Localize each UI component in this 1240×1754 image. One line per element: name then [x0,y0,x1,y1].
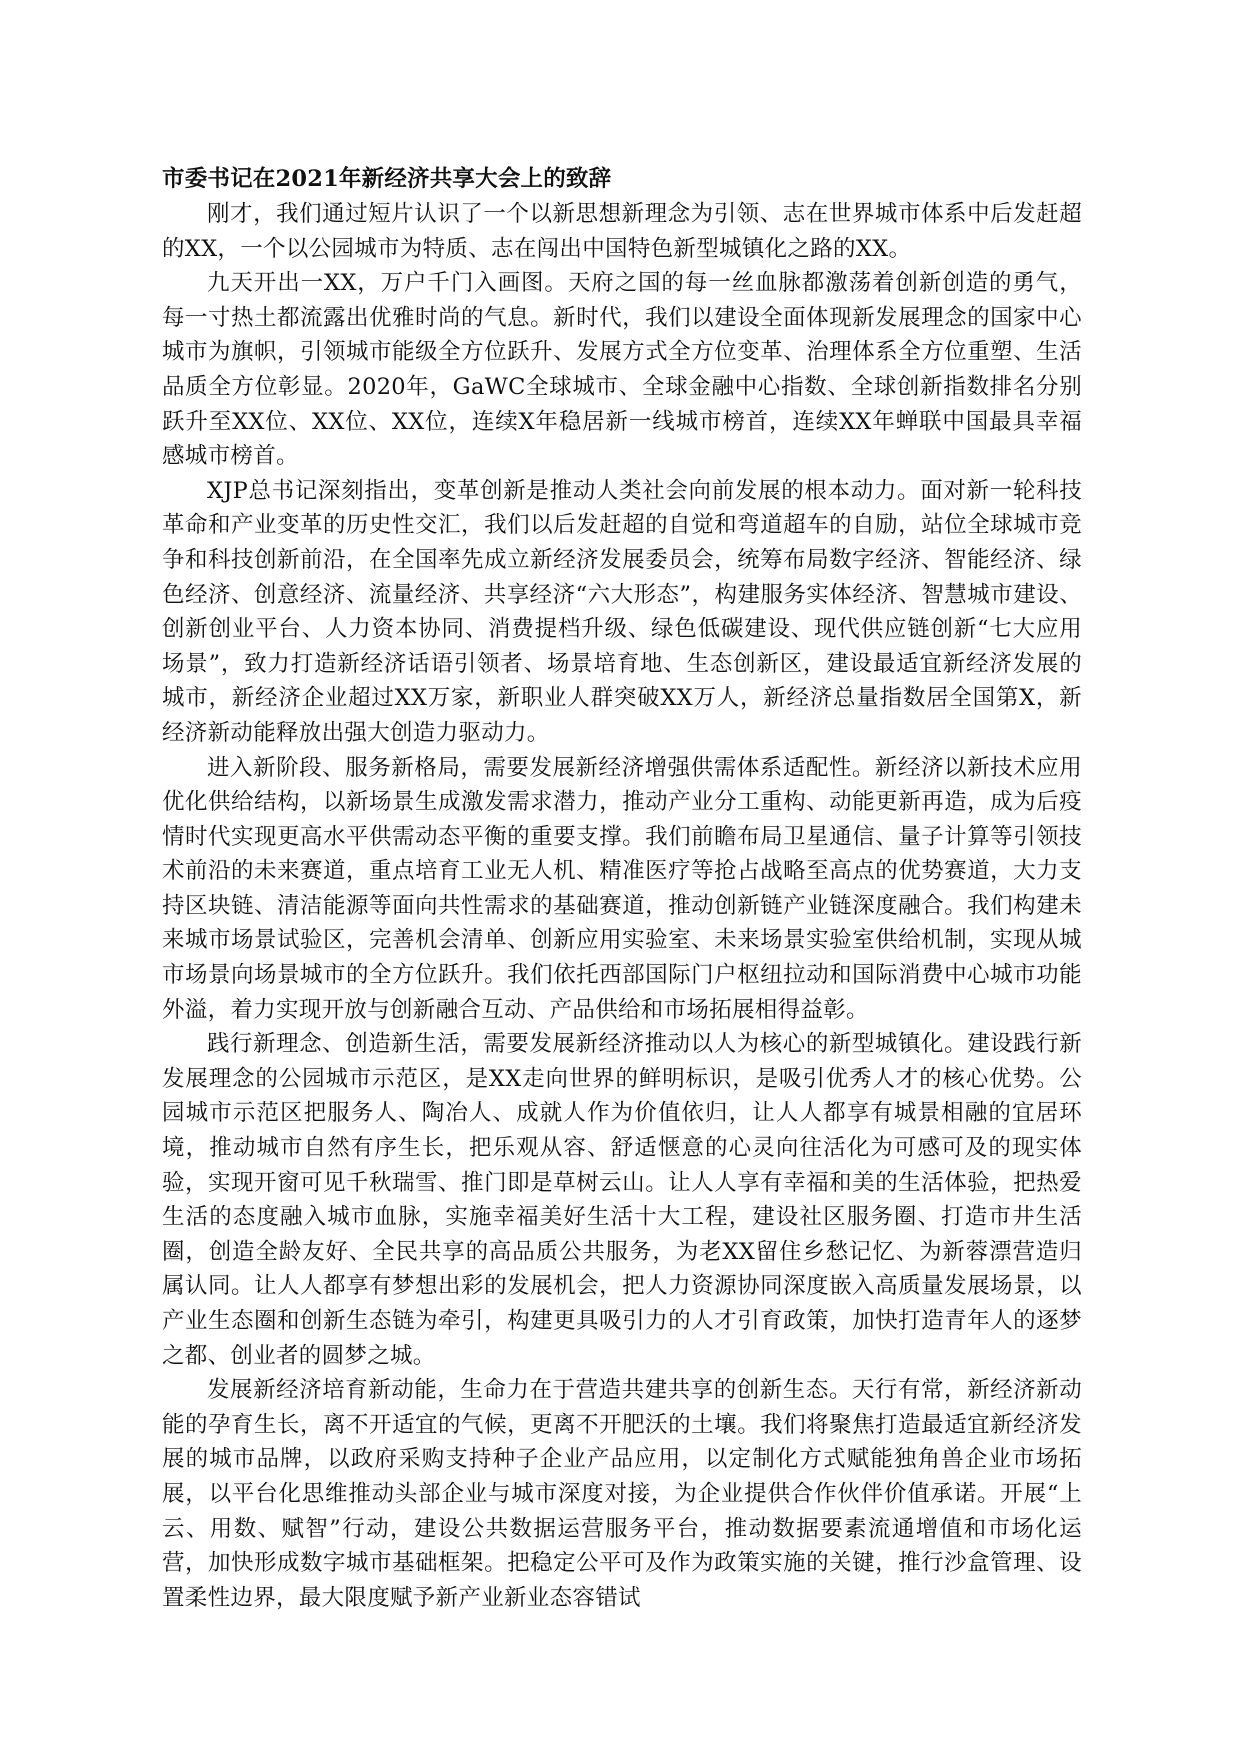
paragraph-3: XJP总书记深刻指出，变革创新是推动人类社会向前发展的根本动力。面对新一轮科技革命和产业变革的历史性交汇，我们以后发赶超的自觉和弯道超车的自励，站位全球城市竞争和科技创新前沿，在全国率先成立新经济发展委员会，统筹布局数字经济、智能经济、绿色经济、创意经济、流量经济、共享经济“六大形态”，构建服务实体经济、智慧城市建设、创新创业平台、人力资本协同、消费提档升级、绿色低碳建设、现代供应链创新“七大应用场景”，致力打造新经济话语引领者、场景培育地、生态创新区，建设最适宜新经济发展的城市，新经济企业超过XX万家，新职业人群突破XX万人，新经济总量指数居全国第X，新经济新动能释放出强大创造力驱动力。 [162,477,1082,746]
paragraph-2: 九天开出一XX，万户千门入画图。天府之国的每一丝血脉都激荡着创新创造的勇气，每一寸热土都流露出优雅时尚的气息。新时代，我们以建设全面体现新发展理念的国家中心城市为旗帜，引领城市能级全方位跃升、发展方式全方位变革、治理体系全方位重塑、生活品质全方位彰显。2020年，GaWC全球城市、全球金融中心指数、全球创新指数排名分别跃升至XX位、XX位、XX位，连续X年稳居新一线城市榜首，连续XX年蝉联中国最具幸福感城市榜首。 [162,270,1082,470]
paragraph-4: 进入新阶段、服务新格局，需要发展新经济增强供需体系适配性。新经济以新技术应用优化供给结构，以新场景生成激发需求潜力，推动产业分工重构、动能更新再造，成为后疫情时代实现更高水平供需动态平衡的重要支撑。我们前瞻布局卫星通信、量子计算等引领技术前沿的未来赛道，重点培育工业无人机、精准医疗等抢占战略至高点的优势赛道，大力支持区块链、清洁能源等面向共性需求的基础赛道，推动创新链产业链深度融合。我们构建未来城市场景试验区，完善机会清单、创新应用实验室、未来场景实验室供给机制，实现从城市场景向场景城市的全方位跃升。我们依托西部国际门户枢纽拉动和国际消费中心城市功能外溢，着力实现开放与创新融合互动、产品供给和市场拓展相得益彰。 [162,754,1082,1023]
document-page [162,162,1082,1615]
paragraph-1: 刚才，我们通过短片认识了一个以新思想新理念为引领、志在世界城市体系中后发赶超的XX，一个以公园城市为特质、志在闯出中国特色新型城镇化之路的XX。 [162,201,1082,262]
paragraph-6: 发展新经济培育新动能，生命力在于营造共建共享的创新生态。天行有常，新经济新动能的孕育生长，离不开适宜的气候，更离不开肥沃的土壤。我们将聚焦打造最适宜新经济发展的城市品牌，以政府采购支持种子企业产品应用，以定制化方式赋能独角兽企业市场拓展，以平台化思维推动头部企业与城市深度对接，为企业提供合作伙伴价值承诺。开展“上云、用数、赋智”行动，建设公共数据运营服务平台，推动数据要素流通增值和市场化运营，加快形成数字城市基础框架。把稳定公平可及作为政策实施的关键，推行沙盒管理、设置柔性边界，最大限度赋予新产业新业态容错试 [162,1377,1082,1611]
paragraph-5: 践行新理念、创造新生活，需要发展新经济推动以人为核心的新型城镇化。建设践行新发展理念的公园城市示范区，是XX走向世界的鲜明标识，是吸引优秀人才的核心优势。公园城市示范区把服务人、陶冶人、成就人作为价值依归，让人人都享有城景相融的宜居环境，推动城市自然有序生长，把乐观从容、舒适惬意的心灵向往活化为可感可及的现实体验，实现开窗可见千秋瑞雪、推门即是草树云山。让人人享有幸福和美的生活体验，把热爱生活的态度融入城市血脉，实施幸福美好生活十大工程，建设社区服务圈、打造市井生活圈，创造全龄友好、全民共享的高品质公共服务，为老XX留住乡愁记忆、为新蓉漂营造归属认同。让人人都享有梦想出彩的发展机会，把人力资源协同深度嵌入高质量发展场景，以产业生态圈和创新生态链为牵引，构建更具吸引力的人才引育政策，加快打造青年人的逐梦之都、创业者的圆梦之城。 [162,1031,1082,1369]
document-title: 市委书记在2021年新经济共享大会上的致辞 [162,166,612,192]
